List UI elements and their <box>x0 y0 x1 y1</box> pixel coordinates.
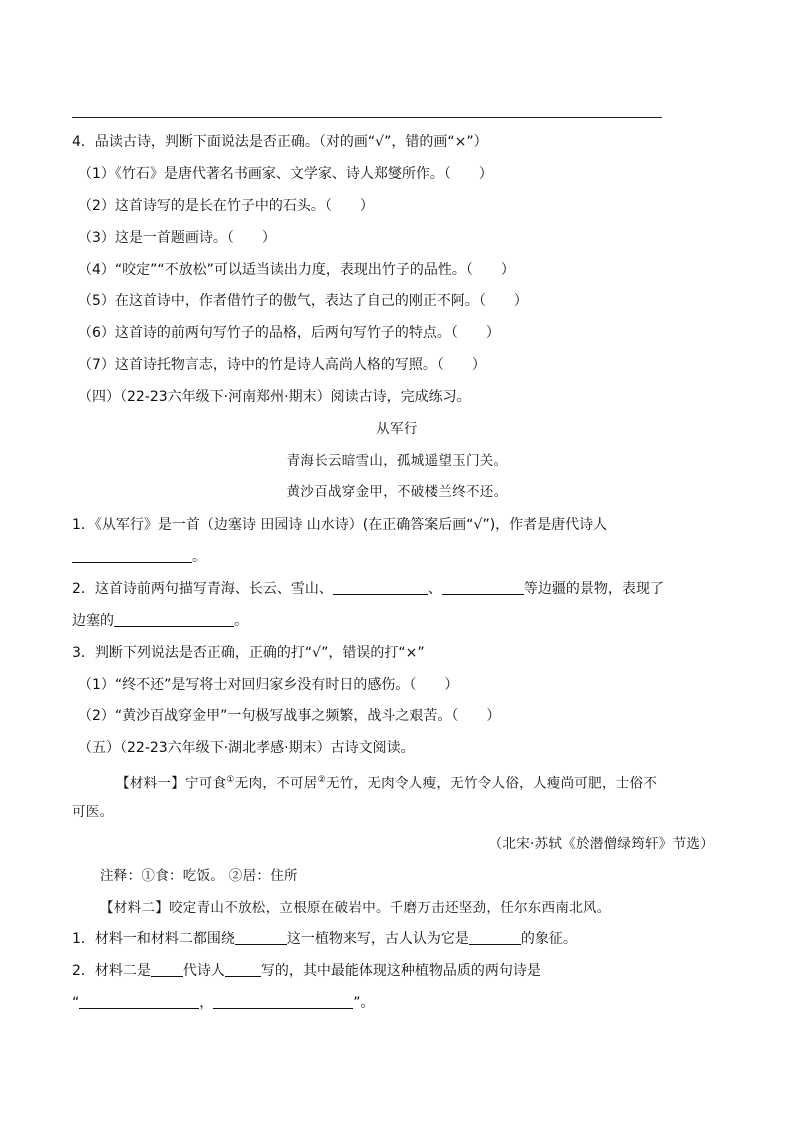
q4-item-2: （2）这首诗写的是长在竹子中的石头。（ ） <box>78 198 374 214</box>
answer-blank[interactable] <box>213 993 353 1009</box>
answer-blank[interactable] <box>333 579 428 595</box>
answer-blank[interactable] <box>72 547 192 563</box>
answer-blank[interactable] <box>469 929 521 945</box>
answer-blank[interactable] <box>235 929 287 945</box>
material-1-line-1: 【材料一】宁可食①无肉，不可居②无竹，无肉令人瘦，无竹令人俗，人瘦尚可肥，士俗不 <box>116 775 658 792</box>
q4-item-5: （5）在这首诗中，作者借竹子的傲气，表达了自己的刚正不阿。（ ） <box>78 293 528 309</box>
answer-blank[interactable] <box>442 579 524 595</box>
q4-item-4: （4）“咬定”“不放松”可以适当读出力度，表现出竹子的品性。（ ） <box>78 262 515 278</box>
material-2: 【材料二】咬定青山不放松，立根原在破岩中。千磨万击还坚劲，任尔东西南北风。 <box>100 900 611 916</box>
q4-item-6: （6）这首诗的前两句写竹子的品格，后两句写竹子的特点。（ ） <box>78 325 500 341</box>
answer-blank[interactable] <box>79 993 199 1009</box>
material-1-source: （北宋·苏轼《於潜僧绿筠轩》节选） <box>488 836 714 852</box>
s4-q1-text: 1．《从军行》是一首（边塞诗 田园诗 山水诗）(在正确答案后画“√”)，作者是唐代诗人 <box>72 517 608 533</box>
answer-blank[interactable] <box>114 611 234 627</box>
s4-q3-item-2: （2）“黄沙百战穿金甲”一句极写战事之频繁，战斗之艰苦。（ ） <box>78 708 501 724</box>
header-rule <box>72 117 662 118</box>
poem-line-2: 黄沙百战穿金甲，不破楼兰终不还。 <box>286 484 508 500</box>
s4-q2-line-2: 边塞的 。 <box>72 613 248 629</box>
material-1-notes: 注释：①食：吃饭。 ②居：住所 <box>100 868 298 884</box>
section4-heading: （四）（22-23六年级下·河南郑州·期末）阅读古诗，完成练习。 <box>78 389 471 405</box>
s5-q2-line-2: “ ， ”。 <box>72 995 375 1011</box>
s5-q1: 1．材料一和材料二都围绕 这一植物来写，古人认为它是 的象征。 <box>72 931 577 947</box>
s5-q2-line-1: 2．材料二是 代诗人 写的，其中最能体现这种植物品质的两句诗是 <box>72 963 541 979</box>
answer-blank[interactable] <box>225 961 261 977</box>
s4-q3-item-1: （1）“终不还”是写将士对回归家乡没有时日的感伤。（ ） <box>78 677 459 693</box>
answer-blank[interactable] <box>151 961 183 977</box>
material-1-line-2: 可医。 <box>72 804 114 820</box>
s4-q1-answer-line: 。 <box>72 547 206 567</box>
q4-heading: 4．品读古诗，判断下面说法是否正确。（对的画“√”，错的画“×”） <box>72 134 488 150</box>
s4-q3-heading: 3．判断下列说法是否正确，正确的打“√”，错误的打“×” <box>72 645 425 661</box>
q4-item-7: （7）这首诗托物言志，诗中的竹是诗人高尚人格的写照。（ ） <box>78 357 486 373</box>
q4-item-3: （3）这是一首题画诗。（ ） <box>78 230 276 246</box>
q4-item-1: （1）《竹石》是唐代著名书画家、文学家、诗人郑燮所作。（ ） <box>78 166 493 182</box>
poem-line-1: 青海长云暗雪山，孤城遥望玉门关。 <box>286 453 508 469</box>
s4-q2-line-1: 2．这首诗前两句描写青海、长云、雪山、 、 等边疆的景物，表现了 <box>72 581 664 597</box>
section5-heading: （五）（22-23六年级下·湖北孝感·期末）古诗文阅读。 <box>78 740 415 756</box>
poem-title: 从军行 <box>376 421 418 437</box>
